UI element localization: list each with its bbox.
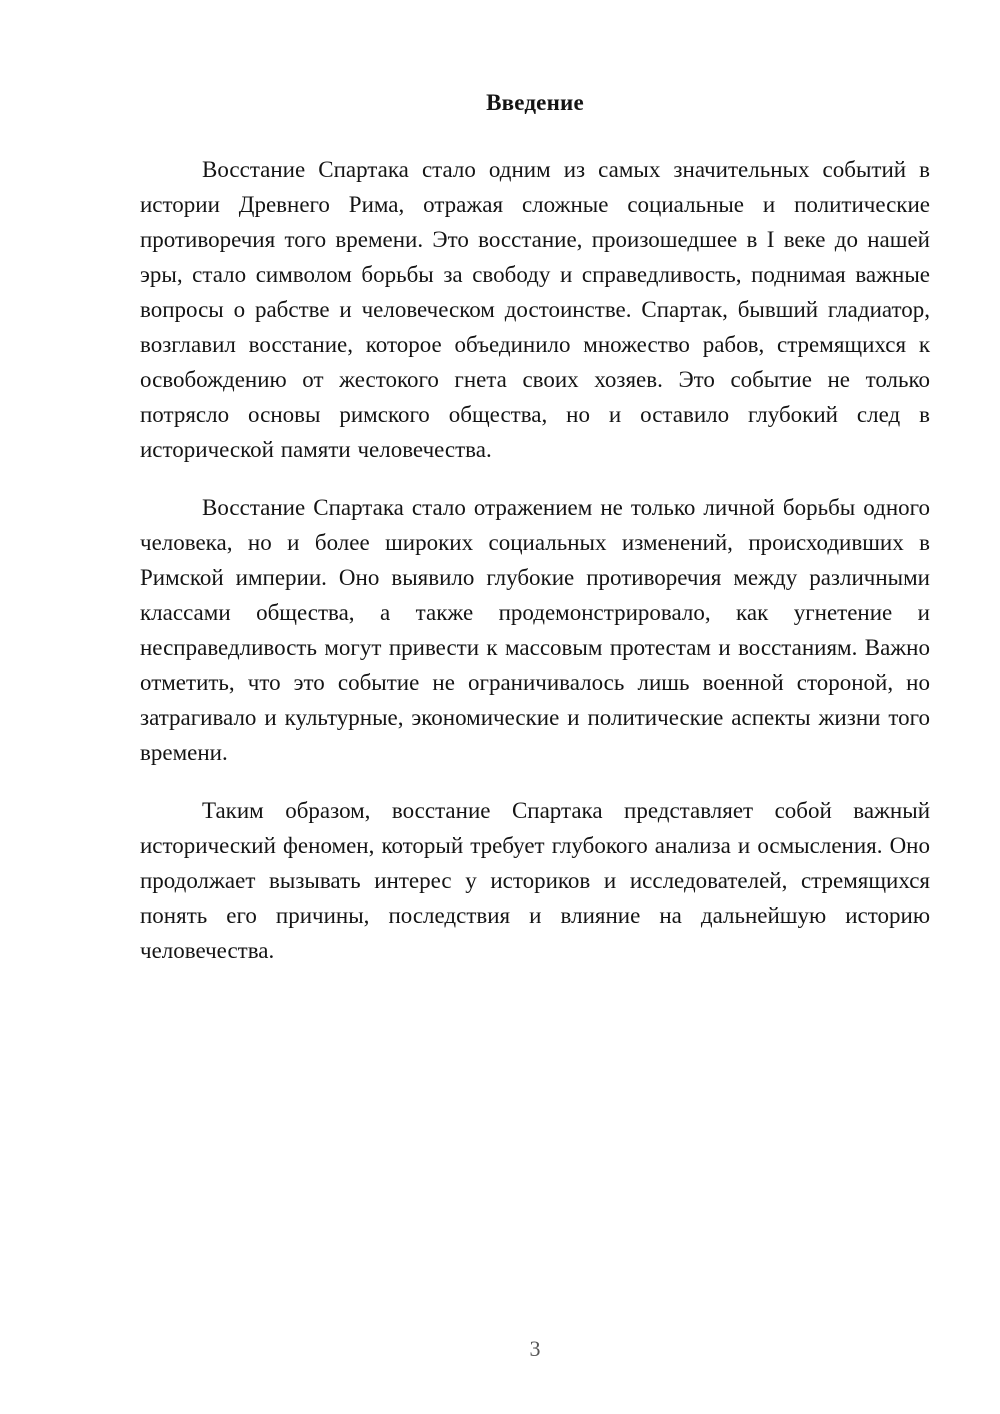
- page-footer: [140, 1336, 930, 1362]
- page-title: Введение: [486, 90, 584, 115]
- paragraph-2: Восстание Спартака стало отражением не только личной борьбы одного человека, но и более широких социальных изменений, происходивших в Римской империи. Оно выявило глубокие противоречия между различными классами общества, а также продемонстрировало, как угнетение и несправедливость могут привести к массовым протестам и восстаниям. Важно отметить, что это событие не ограничивалось лишь военной стороной, но затрагивало и культурные, экономические и политические аспекты жизни того времени.: [140, 495, 930, 765]
- paragraph-1: Восстание Спартака стало одним из самых значительных событий в истории Древнего Рима, отражая сложные социальные и политические противоречия того времени. Это восстание, произошедшее в I веке до нашей эры, стало символом борьбы за свободу и справедливость, поднимая важные вопросы о рабстве и человеческом достоинстве. Спартак, бывший гладиатор, возглавил восстание, которое объединило множество рабов, стремящихся к освобождению от жестокого гнета своих хозяев. Это событие не только потрясло основы римского общества, но и оставило глубокий след в исторической памяти человечества.: [140, 157, 930, 462]
- page-number: 3: [529, 1336, 541, 1361]
- paragraph-3: Таким образом, восстание Спартака представляет собой важный исторический феномен, который требует глубокого анализа и осмысления. Оно продолжает вызывать интерес у историков и исследователей, стремящихся понять его причины, последствия и влияние на дальнейшую историю человечества.: [140, 798, 930, 963]
- document-content: [140, 90, 930, 968]
